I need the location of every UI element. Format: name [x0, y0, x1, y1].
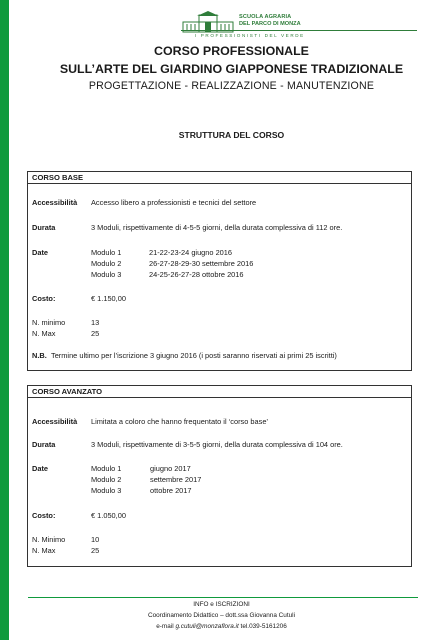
- corso-avanzato-header: [28, 386, 411, 398]
- avanzato-max-label: N. Max: [32, 546, 56, 555]
- base-modulo-2: Modulo 2: [91, 259, 122, 268]
- avanzato-costo-label: Costo:: [32, 511, 56, 520]
- base-costo-value: € 1.150,00: [91, 294, 126, 303]
- page-title: CORSO PROFESSIONALE: [154, 44, 309, 58]
- avanzato-durata-label: Durata: [32, 440, 56, 449]
- base-accessibilita-value: Accesso libero a professionisti e tecnici del settore: [91, 198, 257, 207]
- avanzato-accessibilita-label: Accessibilità: [32, 417, 78, 426]
- footer-info-title: INFO e ISCRIZIONI: [193, 601, 250, 608]
- avanzato-modulo-3-dates: ottobre 2017: [150, 486, 192, 495]
- school-logo: [181, 8, 417, 38]
- left-accent-bar: [0, 0, 9, 640]
- corso-base-box: [27, 171, 412, 371]
- base-modulo-3: Modulo 3: [91, 270, 122, 279]
- base-durata-value: 3 Moduli, rispettivamente di 4-5-5 giorni, della durata complessiva di 112 ore.: [91, 223, 343, 232]
- base-min-value: 13: [91, 318, 100, 327]
- base-durata-label: Durata: [32, 223, 56, 232]
- footer-coordinator: Coordinamento Didattico – dott.ssa Giovanna Cutuli: [147, 612, 296, 619]
- corso-base-heading: CORSO BASE: [32, 173, 84, 182]
- base-max-label: N. Max: [32, 329, 56, 338]
- base-min-label: N. minimo: [32, 318, 66, 327]
- avanzato-min-label: N. Minimo: [32, 535, 66, 544]
- corso-base-header: [28, 172, 411, 184]
- logo-divider: [181, 30, 417, 31]
- section-title: STRUTTURA DEL CORSO: [178, 130, 285, 140]
- avanzato-min-value: 10: [91, 535, 100, 544]
- page-tagline: PROGETTAZIONE - REALIZZAZIONE - MANUTENZIONE: [88, 80, 375, 92]
- base-nb-text: Termine ultimo per l’iscrizione 3 giugno 2016 (i posti saranno riservati ai primi 25 iscritti): [51, 351, 337, 360]
- base-modulo-3-dates: 24-25-26-27-28 ottobre 2016: [149, 270, 244, 279]
- base-accessibilita-label: Accessibilità: [32, 198, 78, 207]
- logo-tagline: I PROFESSIONISTI DEL VERDE: [195, 33, 305, 38]
- avanzato-max-value: 25: [91, 546, 100, 555]
- base-modulo-1-dates: 21-22-23-24 giugno 2016: [149, 248, 233, 257]
- logo-name-line1: SCUOLA AGRARIA: [239, 14, 292, 20]
- corso-avanzato-box: [27, 385, 412, 567]
- avanzato-modulo-3: Modulo 3: [91, 486, 122, 495]
- avanzato-modulo-2-dates: settembre 2017: [150, 475, 202, 484]
- page-subtitle: SULL’ARTE DEL GIARDINO GIAPPONESE TRADIZIONALE: [59, 62, 404, 76]
- base-modulo-1: Modulo 1: [91, 248, 122, 257]
- avanzato-date-label: Date: [32, 464, 49, 473]
- logo-name-line2: DEL PARCO DI MONZA: [239, 21, 301, 27]
- avanzato-modulo-1: Modulo 1: [91, 464, 122, 473]
- avanzato-costo-value: € 1.050,00: [91, 511, 126, 520]
- avanzato-accessibilita-value: Limitata a coloro che hanno frequentato il ‘corso base’: [91, 417, 269, 426]
- footer-email-label: e-mail: [156, 623, 174, 630]
- avanzato-modulo-1-dates: giugno 2017: [150, 464, 191, 473]
- corso-avanzato-heading: CORSO AVANZATO: [32, 387, 103, 396]
- footer-contacts: [0, 623, 443, 630]
- avanzato-modulo-2: Modulo 2: [91, 475, 122, 484]
- base-nb-label: N.B.: [32, 351, 47, 360]
- base-max-value: 25: [91, 329, 100, 338]
- avanzato-durata-value: 3 Moduli, rispettivamente di 3-5-5 giorni, della durata complessiva di 104 ore.: [91, 440, 343, 449]
- footer-email-link[interactable]: g.cutuli@monzaflora.it: [175, 623, 239, 630]
- base-modulo-2-dates: 26-27-28-29-30 settembre 2016: [149, 259, 254, 268]
- base-costo-label: Costo:: [32, 294, 56, 303]
- footer-divider: [28, 597, 418, 598]
- base-date-label: Date: [32, 248, 49, 257]
- footer-phone: tel.039-5161206: [240, 623, 287, 630]
